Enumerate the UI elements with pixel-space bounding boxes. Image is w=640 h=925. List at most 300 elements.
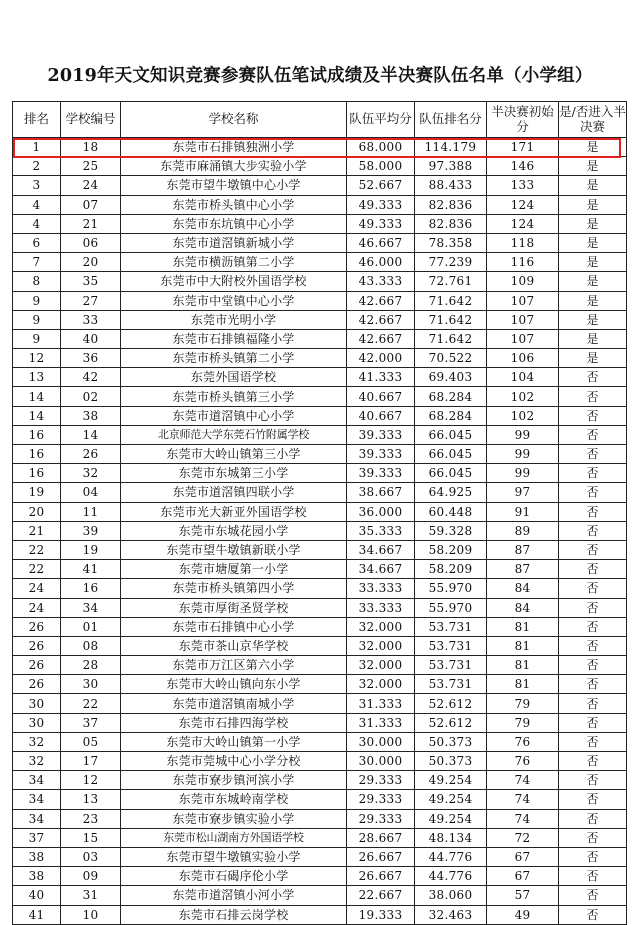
cell-rank: 4 xyxy=(13,195,61,214)
cell-team-average: 42.667 xyxy=(347,329,415,348)
cell-team-rank-score: 52.612 xyxy=(415,694,487,713)
cell-team-rank-score: 49.254 xyxy=(415,809,487,828)
cell-team-rank-score: 59.328 xyxy=(415,521,487,540)
cell-team-average: 42.667 xyxy=(347,291,415,310)
table-row xyxy=(13,253,627,272)
cell-team-average: 30.000 xyxy=(347,732,415,751)
cell-team-average: 33.333 xyxy=(347,579,415,598)
cell-school-name: 东莞市石排镇独洲小学 xyxy=(121,138,347,157)
cell-rank: 1 xyxy=(13,138,61,157)
cell-semifinal-initial-score: 74 xyxy=(487,809,559,828)
cell-team-rank-score: 97.388 xyxy=(415,157,487,176)
cell-advance: 否 xyxy=(559,425,627,444)
cell-team-average: 42.000 xyxy=(347,349,415,368)
cell-rank: 14 xyxy=(13,387,61,406)
cell-team-rank-score: 70.522 xyxy=(415,349,487,368)
cell-advance: 否 xyxy=(559,809,627,828)
cell-school-name: 东莞市道滘镇新城小学 xyxy=(121,233,347,252)
cell-advance: 否 xyxy=(559,579,627,598)
cell-school-name: 东莞市桥头镇第三小学 xyxy=(121,387,347,406)
cell-school-code: 39 xyxy=(61,521,121,540)
cell-rank: 4 xyxy=(13,214,61,233)
cell-team-rank-score: 50.373 xyxy=(415,732,487,751)
table-row xyxy=(13,828,627,847)
cell-school-name: 东莞市桥头镇第二小学 xyxy=(121,349,347,368)
cell-school-code: 20 xyxy=(61,253,121,272)
cell-rank: 38 xyxy=(13,847,61,866)
cell-semifinal-initial-score: 84 xyxy=(487,598,559,617)
cell-semifinal-initial-score: 57 xyxy=(487,886,559,905)
cell-team-rank-score: 50.373 xyxy=(415,752,487,771)
cell-school-name: 东莞市望牛墩镇实验小学 xyxy=(121,847,347,866)
cell-school-code: 10 xyxy=(61,905,121,924)
cell-team-average: 39.333 xyxy=(347,425,415,444)
cell-school-code: 16 xyxy=(61,579,121,598)
cell-school-name: 东莞市石排镇中心小学 xyxy=(121,617,347,636)
cell-school-name: 东莞市石碣序伦小学 xyxy=(121,867,347,886)
cell-school-code: 42 xyxy=(61,368,121,387)
cell-school-name: 东莞市道滘镇南城小学 xyxy=(121,694,347,713)
cell-advance: 否 xyxy=(559,790,627,809)
table-row xyxy=(13,291,627,310)
cell-school-name: 东莞市寮步镇实验小学 xyxy=(121,809,347,828)
cell-team-rank-score: 77.239 xyxy=(415,253,487,272)
cell-semifinal-initial-score: 81 xyxy=(487,617,559,636)
cell-semifinal-initial-score: 124 xyxy=(487,195,559,214)
cell-school-name: 东莞市东城花园小学 xyxy=(121,521,347,540)
cell-advance: 是 xyxy=(559,214,627,233)
cell-school-code: 36 xyxy=(61,349,121,368)
table-row xyxy=(13,847,627,866)
cell-school-code: 34 xyxy=(61,598,121,617)
cell-team-average: 26.667 xyxy=(347,847,415,866)
cell-school-code: 32 xyxy=(61,464,121,483)
table-row xyxy=(13,771,627,790)
cell-school-name: 东莞市桥头镇第四小学 xyxy=(121,579,347,598)
cell-rank: 30 xyxy=(13,713,61,732)
cell-school-code: 31 xyxy=(61,886,121,905)
cell-school-name: 东莞市道滘镇小河小学 xyxy=(121,886,347,905)
cell-team-rank-score: 82.836 xyxy=(415,214,487,233)
cell-advance: 否 xyxy=(559,540,627,559)
cell-school-name: 东莞市中大附校外国语学校 xyxy=(121,272,347,291)
cell-semifinal-initial-score: 67 xyxy=(487,847,559,866)
cell-team-rank-score: 58.209 xyxy=(415,560,487,579)
cell-advance: 是 xyxy=(559,310,627,329)
cell-team-rank-score: 114.179 xyxy=(415,138,487,157)
cell-advance: 是 xyxy=(559,291,627,310)
cell-school-name: 东莞市莞城中心小学分校 xyxy=(121,752,347,771)
cell-school-code: 11 xyxy=(61,502,121,521)
cell-team-average: 43.333 xyxy=(347,272,415,291)
cell-school-name: 东莞市厚街圣贤学校 xyxy=(121,598,347,617)
cell-school-name: 东莞市横沥镇第二小学 xyxy=(121,253,347,272)
cell-rank: 26 xyxy=(13,656,61,675)
cell-team-rank-score: 44.776 xyxy=(415,867,487,886)
cell-school-name: 北京师范大学东莞石竹附属学校 xyxy=(121,425,347,444)
cell-school-name: 东莞市大岭山镇第三小学 xyxy=(121,445,347,464)
cell-team-rank-score: 69.403 xyxy=(415,368,487,387)
cell-school-code: 35 xyxy=(61,272,121,291)
cell-school-code: 41 xyxy=(61,560,121,579)
cell-rank: 32 xyxy=(13,732,61,751)
table-row xyxy=(13,233,627,252)
table-row xyxy=(13,214,627,233)
cell-team-rank-score: 53.731 xyxy=(415,675,487,694)
table-row xyxy=(13,617,627,636)
table-row xyxy=(13,694,627,713)
cell-school-name: 东莞市寮步镇河滨小学 xyxy=(121,771,347,790)
cell-rank: 3 xyxy=(13,176,61,195)
cell-school-code: 12 xyxy=(61,771,121,790)
cell-advance: 否 xyxy=(559,445,627,464)
table-row xyxy=(13,502,627,521)
cell-team-rank-score: 53.731 xyxy=(415,617,487,636)
table-row xyxy=(13,157,627,176)
cell-team-average: 19.333 xyxy=(347,905,415,924)
cell-advance: 否 xyxy=(559,464,627,483)
cell-team-average: 39.333 xyxy=(347,445,415,464)
cell-semifinal-initial-score: 87 xyxy=(487,540,559,559)
cell-rank: 24 xyxy=(13,579,61,598)
cell-school-name: 东莞市道滘镇中心小学 xyxy=(121,406,347,425)
cell-team-average: 49.333 xyxy=(347,195,415,214)
table-row xyxy=(13,675,627,694)
cell-rank: 32 xyxy=(13,752,61,771)
cell-team-average: 52.667 xyxy=(347,176,415,195)
cell-school-name: 东莞外国语学校 xyxy=(121,368,347,387)
cell-team-rank-score: 60.448 xyxy=(415,502,487,521)
cell-school-code: 40 xyxy=(61,329,121,348)
cell-school-name: 东莞市望牛墩镇中心小学 xyxy=(121,176,347,195)
cell-team-average: 36.000 xyxy=(347,502,415,521)
cell-advance: 否 xyxy=(559,483,627,502)
cell-advance: 是 xyxy=(559,138,627,157)
table-row xyxy=(13,867,627,886)
cell-rank: 16 xyxy=(13,464,61,483)
cell-rank: 40 xyxy=(13,886,61,905)
table-row xyxy=(13,713,627,732)
cell-semifinal-initial-score: 116 xyxy=(487,253,559,272)
cell-school-name: 东莞市茶山京华学校 xyxy=(121,636,347,655)
cell-team-rank-score: 72.761 xyxy=(415,272,487,291)
cell-rank: 19 xyxy=(13,483,61,502)
cell-team-rank-score: 68.284 xyxy=(415,406,487,425)
cell-team-rank-score: 82.836 xyxy=(415,195,487,214)
cell-team-average: 31.333 xyxy=(347,713,415,732)
cell-team-rank-score: 52.612 xyxy=(415,713,487,732)
cell-semifinal-initial-score: 79 xyxy=(487,694,559,713)
cell-rank: 12 xyxy=(13,349,61,368)
header-team-rank-score: 队伍排名分 xyxy=(415,102,487,138)
cell-school-name: 东莞市大岭山镇第一小学 xyxy=(121,732,347,751)
cell-school-name: 东莞市桥头镇中心小学 xyxy=(121,195,347,214)
cell-school-code: 26 xyxy=(61,445,121,464)
cell-semifinal-initial-score: 81 xyxy=(487,656,559,675)
cell-team-rank-score: 49.254 xyxy=(415,771,487,790)
cell-semifinal-initial-score: 49 xyxy=(487,905,559,924)
cell-school-code: 04 xyxy=(61,483,121,502)
table-row xyxy=(13,579,627,598)
cell-school-name: 东莞市道滘镇四联小学 xyxy=(121,483,347,502)
table-row xyxy=(13,790,627,809)
cell-team-rank-score: 66.045 xyxy=(415,445,487,464)
cell-advance: 否 xyxy=(559,847,627,866)
cell-semifinal-initial-score: 81 xyxy=(487,675,559,694)
cell-semifinal-initial-score: 146 xyxy=(487,157,559,176)
table-row xyxy=(13,310,627,329)
cell-advance: 否 xyxy=(559,713,627,732)
cell-rank: 20 xyxy=(13,502,61,521)
cell-team-average: 49.333 xyxy=(347,214,415,233)
cell-team-average: 32.000 xyxy=(347,656,415,675)
table-row xyxy=(13,329,627,348)
cell-school-code: 17 xyxy=(61,752,121,771)
cell-advance: 否 xyxy=(559,406,627,425)
cell-team-average: 38.667 xyxy=(347,483,415,502)
cell-team-rank-score: 38.060 xyxy=(415,886,487,905)
cell-rank: 34 xyxy=(13,790,61,809)
cell-semifinal-initial-score: 67 xyxy=(487,867,559,886)
cell-semifinal-initial-score: 99 xyxy=(487,464,559,483)
cell-team-rank-score: 58.209 xyxy=(415,540,487,559)
table-row xyxy=(13,176,627,195)
cell-rank: 41 xyxy=(13,905,61,924)
cell-rank: 26 xyxy=(13,675,61,694)
cell-school-code: 05 xyxy=(61,732,121,751)
cell-school-name: 东莞市光大新亚外国语学校 xyxy=(121,502,347,521)
cell-semifinal-initial-score: 99 xyxy=(487,445,559,464)
cell-semifinal-initial-score: 104 xyxy=(487,368,559,387)
table-row xyxy=(13,752,627,771)
cell-semifinal-initial-score: 84 xyxy=(487,579,559,598)
table-row xyxy=(13,464,627,483)
cell-rank: 6 xyxy=(13,233,61,252)
cell-semifinal-initial-score: 124 xyxy=(487,214,559,233)
cell-team-average: 34.667 xyxy=(347,540,415,559)
cell-school-code: 02 xyxy=(61,387,121,406)
cell-school-name: 东莞市松山湖南方外国语学校 xyxy=(121,828,347,847)
cell-semifinal-initial-score: 133 xyxy=(487,176,559,195)
cell-advance: 否 xyxy=(559,598,627,617)
cell-school-name: 东莞市光明小学 xyxy=(121,310,347,329)
cell-rank: 22 xyxy=(13,560,61,579)
cell-team-average: 68.000 xyxy=(347,138,415,157)
cell-semifinal-initial-score: 74 xyxy=(487,790,559,809)
cell-team-average: 33.333 xyxy=(347,598,415,617)
cell-rank: 14 xyxy=(13,406,61,425)
cell-rank: 34 xyxy=(13,809,61,828)
cell-team-rank-score: 53.731 xyxy=(415,656,487,675)
cell-advance: 否 xyxy=(559,521,627,540)
cell-school-name: 东莞市望牛墩镇新联小学 xyxy=(121,540,347,559)
table-row xyxy=(13,425,627,444)
cell-rank: 2 xyxy=(13,157,61,176)
table-row xyxy=(13,349,627,368)
cell-team-average: 31.333 xyxy=(347,694,415,713)
cell-rank: 26 xyxy=(13,617,61,636)
cell-team-average: 40.667 xyxy=(347,406,415,425)
cell-advance: 是 xyxy=(559,253,627,272)
cell-team-average: 35.333 xyxy=(347,521,415,540)
cell-school-code: 18 xyxy=(61,138,121,157)
document-title: 2019年天文知识竞赛参赛队伍笔试成绩及半决赛队伍名单（小学组） xyxy=(47,66,593,86)
cell-semifinal-initial-score: 76 xyxy=(487,732,559,751)
table-row xyxy=(13,272,627,291)
cell-school-code: 33 xyxy=(61,310,121,329)
cell-semifinal-initial-score: 97 xyxy=(487,483,559,502)
cell-school-name: 东莞市石排云岗学校 xyxy=(121,905,347,924)
cell-semifinal-initial-score: 102 xyxy=(487,387,559,406)
cell-advance: 否 xyxy=(559,368,627,387)
cell-school-code: 21 xyxy=(61,214,121,233)
cell-advance: 否 xyxy=(559,771,627,790)
cell-team-average: 32.000 xyxy=(347,617,415,636)
table-row xyxy=(13,598,627,617)
cell-semifinal-initial-score: 81 xyxy=(487,636,559,655)
cell-school-code: 23 xyxy=(61,809,121,828)
header-semifinal-initial-score: 半决赛初始分 xyxy=(487,102,559,138)
cell-team-average: 40.667 xyxy=(347,387,415,406)
cell-team-rank-score: 68.284 xyxy=(415,387,487,406)
cell-team-rank-score: 71.642 xyxy=(415,329,487,348)
cell-advance: 否 xyxy=(559,675,627,694)
table-row xyxy=(13,138,627,157)
cell-team-average: 26.667 xyxy=(347,867,415,886)
cell-advance: 是 xyxy=(559,329,627,348)
cell-team-rank-score: 53.731 xyxy=(415,636,487,655)
cell-school-code: 30 xyxy=(61,675,121,694)
cell-advance: 否 xyxy=(559,560,627,579)
cell-advance: 否 xyxy=(559,694,627,713)
cell-rank: 9 xyxy=(13,310,61,329)
cell-semifinal-initial-score: 91 xyxy=(487,502,559,521)
cell-semifinal-initial-score: 118 xyxy=(487,233,559,252)
cell-rank: 8 xyxy=(13,272,61,291)
cell-team-rank-score: 32.463 xyxy=(415,905,487,924)
cell-semifinal-initial-score: 87 xyxy=(487,560,559,579)
cell-school-name: 东莞市东城岭南学校 xyxy=(121,790,347,809)
cell-school-code: 24 xyxy=(61,176,121,195)
cell-school-code: 22 xyxy=(61,694,121,713)
cell-team-average: 41.333 xyxy=(347,368,415,387)
cell-advance: 否 xyxy=(559,636,627,655)
cell-semifinal-initial-score: 79 xyxy=(487,713,559,732)
cell-team-rank-score: 78.358 xyxy=(415,233,487,252)
cell-advance: 是 xyxy=(559,233,627,252)
cell-team-average: 22.667 xyxy=(347,886,415,905)
cell-advance: 否 xyxy=(559,732,627,751)
results-table xyxy=(12,101,627,925)
table-row xyxy=(13,636,627,655)
cell-advance: 否 xyxy=(559,752,627,771)
cell-school-code: 09 xyxy=(61,867,121,886)
cell-rank: 16 xyxy=(13,425,61,444)
cell-school-code: 01 xyxy=(61,617,121,636)
cell-school-code: 27 xyxy=(61,291,121,310)
table-row xyxy=(13,809,627,828)
table-row xyxy=(13,483,627,502)
cell-semifinal-initial-score: 102 xyxy=(487,406,559,425)
cell-semifinal-initial-score: 76 xyxy=(487,752,559,771)
cell-advance: 是 xyxy=(559,157,627,176)
header-rank: 排名 xyxy=(13,102,61,138)
cell-advance: 是 xyxy=(559,176,627,195)
table-row xyxy=(13,406,627,425)
cell-advance: 是 xyxy=(559,195,627,214)
cell-advance: 否 xyxy=(559,828,627,847)
cell-rank: 24 xyxy=(13,598,61,617)
table-row xyxy=(13,445,627,464)
cell-semifinal-initial-score: 109 xyxy=(487,272,559,291)
cell-advance: 否 xyxy=(559,905,627,924)
table-row xyxy=(13,886,627,905)
cell-rank: 16 xyxy=(13,445,61,464)
cell-rank: 26 xyxy=(13,636,61,655)
cell-rank: 9 xyxy=(13,291,61,310)
cell-team-rank-score: 48.134 xyxy=(415,828,487,847)
cell-team-average: 39.333 xyxy=(347,464,415,483)
cell-school-code: 14 xyxy=(61,425,121,444)
table-row xyxy=(13,732,627,751)
cell-semifinal-initial-score: 72 xyxy=(487,828,559,847)
table-row xyxy=(13,387,627,406)
cell-team-average: 32.000 xyxy=(347,636,415,655)
cell-team-average: 29.333 xyxy=(347,790,415,809)
cell-team-average: 29.333 xyxy=(347,771,415,790)
cell-school-name: 东莞市石排四海学校 xyxy=(121,713,347,732)
cell-school-name: 东莞市塘厦第一小学 xyxy=(121,560,347,579)
cell-school-code: 38 xyxy=(61,406,121,425)
cell-school-code: 03 xyxy=(61,847,121,866)
cell-team-rank-score: 49.254 xyxy=(415,790,487,809)
cell-school-code: 25 xyxy=(61,157,121,176)
cell-team-average: 28.667 xyxy=(347,828,415,847)
cell-school-code: 19 xyxy=(61,540,121,559)
header-school-code: 学校编号 xyxy=(61,102,121,138)
cell-school-name: 东莞市大岭山镇向东小学 xyxy=(121,675,347,694)
cell-semifinal-initial-score: 171 xyxy=(487,138,559,157)
cell-school-code: 15 xyxy=(61,828,121,847)
cell-school-code: 37 xyxy=(61,713,121,732)
cell-school-name: 东莞市中堂镇中心小学 xyxy=(121,291,347,310)
cell-advance: 是 xyxy=(559,272,627,291)
cell-team-average: 58.000 xyxy=(347,157,415,176)
cell-team-rank-score: 88.433 xyxy=(415,176,487,195)
cell-semifinal-initial-score: 89 xyxy=(487,521,559,540)
cell-semifinal-initial-score: 74 xyxy=(487,771,559,790)
cell-team-average: 46.000 xyxy=(347,253,415,272)
cell-team-average: 34.667 xyxy=(347,560,415,579)
cell-advance: 是 xyxy=(559,349,627,368)
table-row xyxy=(13,521,627,540)
cell-school-code: 28 xyxy=(61,656,121,675)
header-advance-semifinal: 是/否进入半决赛 xyxy=(559,102,627,138)
cell-team-average: 42.667 xyxy=(347,310,415,329)
cell-school-name: 东莞市东城第三小学 xyxy=(121,464,347,483)
table-row xyxy=(13,560,627,579)
cell-team-rank-score: 66.045 xyxy=(415,425,487,444)
cell-school-name: 东莞市麻涌镇大步实验小学 xyxy=(121,157,347,176)
cell-rank: 38 xyxy=(13,867,61,886)
table-row xyxy=(13,368,627,387)
cell-semifinal-initial-score: 99 xyxy=(487,425,559,444)
cell-semifinal-initial-score: 107 xyxy=(487,329,559,348)
cell-rank: 13 xyxy=(13,368,61,387)
cell-team-rank-score: 71.642 xyxy=(415,310,487,329)
cell-team-rank-score: 64.925 xyxy=(415,483,487,502)
cell-team-rank-score: 55.970 xyxy=(415,579,487,598)
